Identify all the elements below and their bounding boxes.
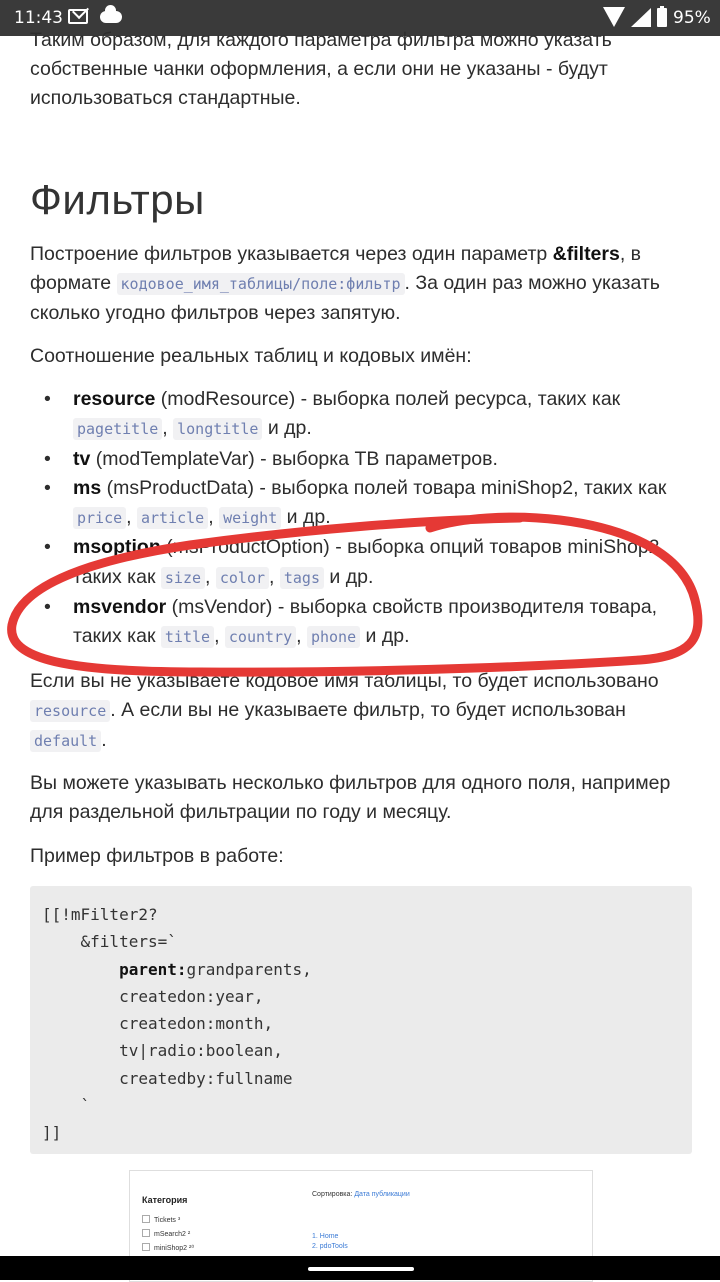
gmail-icon bbox=[68, 9, 88, 24]
defaults-paragraph: Если вы не указываете кодовое имя таблицы, то будет использовано resource . А если вы не указываете фильтр, то будет использован default . bbox=[30, 670, 659, 751]
multiple-filters-paragraph: Вы можете указывать несколько фильтров для одного поля, например для раздельной фильтрации по году и месяцу. bbox=[30, 772, 671, 823]
inline-code: кодовое_имя_таблицы/поле:фильтр bbox=[117, 273, 405, 295]
filter-item: Tickets ³ bbox=[142, 1215, 180, 1224]
intro-paragraph bbox=[30, 26, 695, 113]
signal-icon bbox=[631, 8, 651, 27]
inline-code: pagetitle bbox=[73, 418, 162, 440]
battery-icon bbox=[657, 8, 667, 27]
result-link: 2. pdoTools bbox=[312, 1243, 348, 1250]
sort-control: Сортировка: Дата публикации bbox=[312, 1191, 410, 1198]
result-link: 1. Home bbox=[312, 1233, 339, 1240]
wifi-icon bbox=[603, 7, 625, 27]
category-title: Категория bbox=[142, 1195, 188, 1205]
list-item: • msvendor (msVendor) - выборка свойств производителя товара, таких как title , country , phone и др. bbox=[30, 593, 695, 653]
code-text: [[!mFilter2? &filters=` parent:grandparents, createdon:year, createdon:month, tv|radio:boolean, createdby:fullname ` ]] bbox=[42, 905, 312, 1143]
inline-code: weight bbox=[219, 507, 281, 529]
filters-paragraph: Построение фильтров указывается через один параметр &filters, в формате кодовое_имя_таблицы/поле:фильтр . За один раз можно указать сколько угодно фильтров через запятую. bbox=[30, 243, 660, 324]
inline-code: resource bbox=[30, 700, 110, 722]
navigation-bar bbox=[0, 1256, 720, 1280]
tables-paragraph: Соотношение реальных таблиц и кодовых имён: bbox=[30, 345, 472, 367]
table-list bbox=[30, 385, 695, 653]
filter-item: miniShop2 ²⁰ bbox=[142, 1243, 194, 1252]
list-item: • tv (modTemplateVar) - выборка ТВ параметров. bbox=[30, 445, 695, 474]
list-item: • msoption (msProductOption) - выборка опций товаров miniShop2, таких как size , color , tags и др. bbox=[30, 533, 695, 593]
filter-item: mSearch2 ² bbox=[142, 1229, 190, 1238]
inline-code: phone bbox=[307, 626, 360, 648]
example-paragraph: Пример фильтров в работе: bbox=[30, 845, 284, 867]
inline-code: tags bbox=[280, 567, 324, 589]
code-block bbox=[30, 886, 692, 1154]
status-time: 11:43 bbox=[14, 8, 63, 28]
battery-percent: 95% bbox=[673, 8, 711, 28]
list-item: • resource (modResource) - выборка полей ресурса, таких как pagetitle , longtitle и др. bbox=[30, 385, 695, 445]
list-item: • ms (msProductData) - выборка полей товара miniShop2, таких как price , article , weight и др. bbox=[30, 474, 695, 534]
section-heading: Фильтры bbox=[30, 176, 205, 223]
home-gesture-handle[interactable] bbox=[308, 1267, 414, 1271]
inline-code: price bbox=[73, 507, 126, 529]
cloud-icon bbox=[100, 11, 122, 23]
inline-code: country bbox=[225, 626, 296, 648]
inline-code: title bbox=[161, 626, 214, 648]
inline-code: longtitle bbox=[173, 418, 262, 440]
param-name: &filters bbox=[552, 243, 620, 265]
intro-line: собственные чанки оформления, а если они не указаны - будут bbox=[30, 58, 608, 80]
inline-code: default bbox=[30, 730, 101, 752]
intro-line: Таким образом, для каждого параметра фильтра можно указать bbox=[30, 29, 612, 51]
inline-code: article bbox=[137, 507, 208, 529]
inline-code: size bbox=[161, 567, 205, 589]
inline-code: color bbox=[216, 567, 269, 589]
intro-line: использоваться стандартные. bbox=[30, 87, 301, 109]
